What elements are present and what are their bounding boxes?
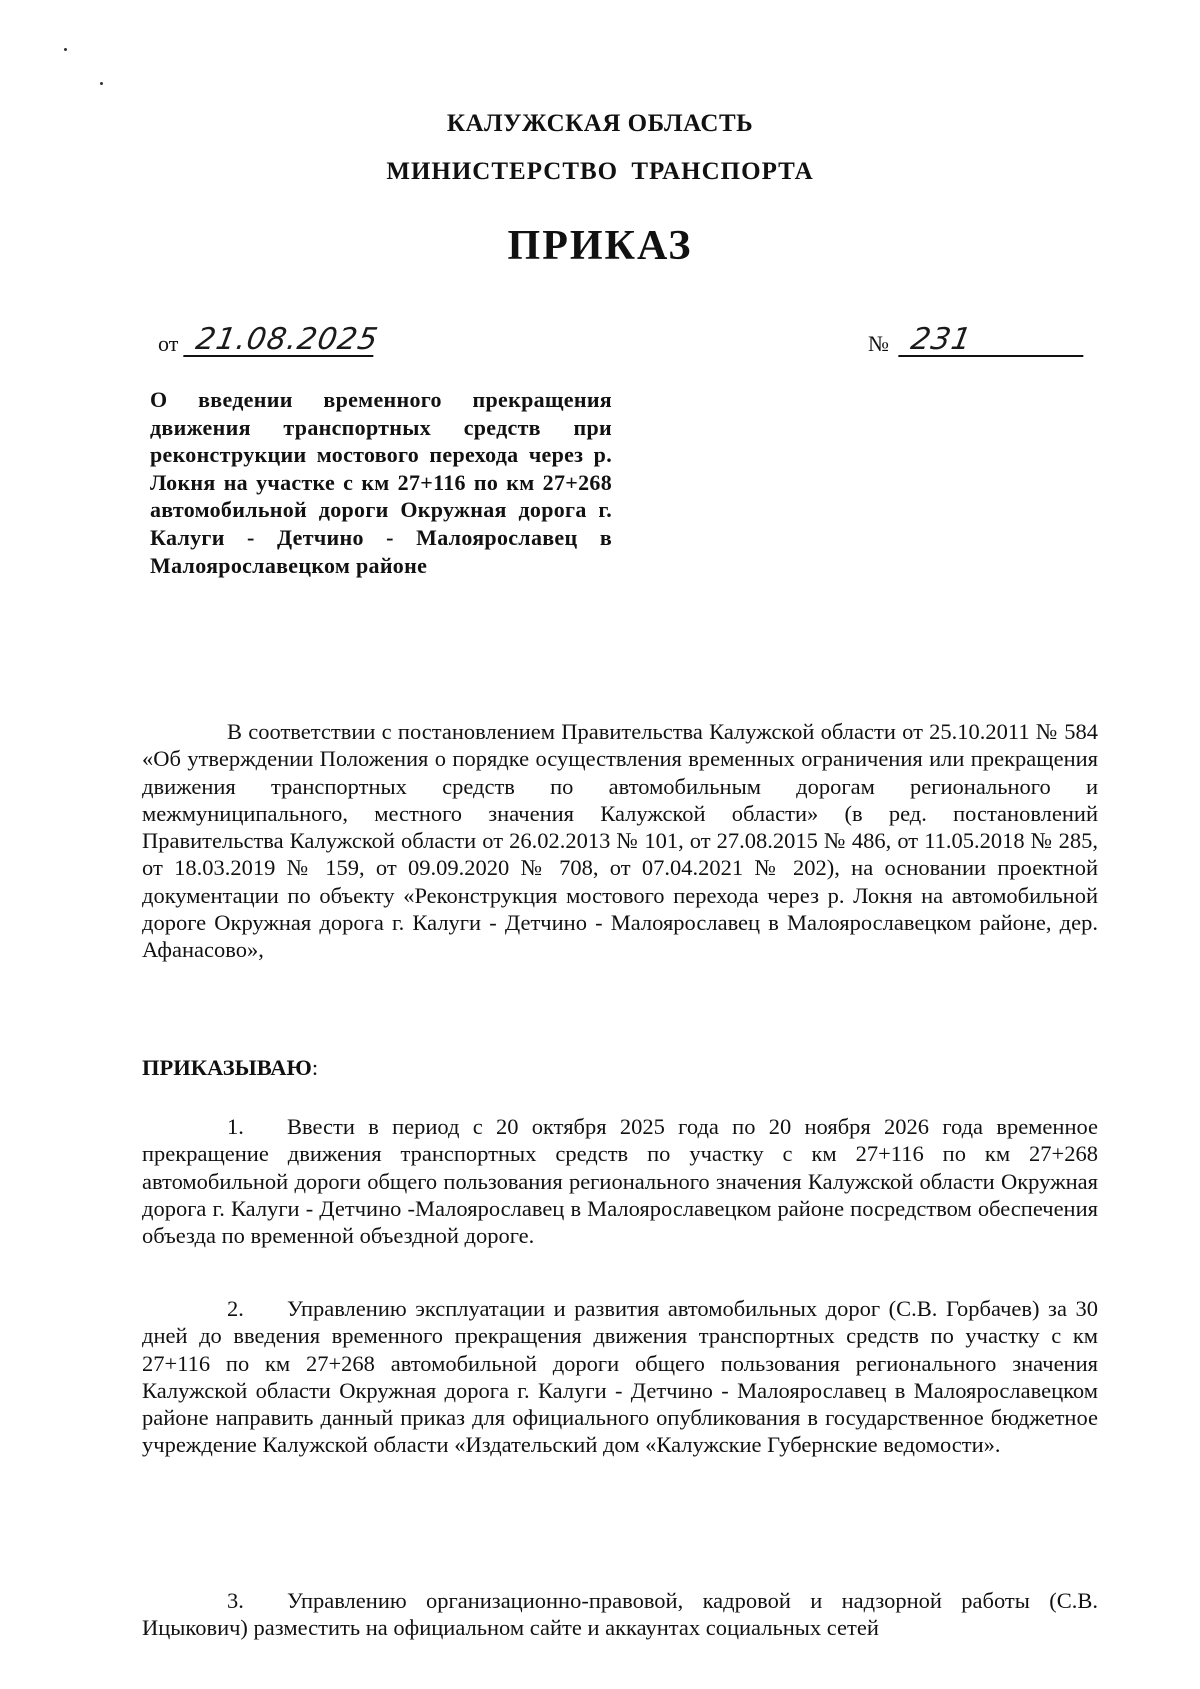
handwritten-number: 231 [898,325,1089,357]
order-item [142,1587,1098,1642]
item-number: 1. [227,1114,244,1139]
preamble-paragraph: В соответствии с постановлением Правительства Калужской области от 25.10.2011 № 584 «Об утверждении Положения о порядке осуществления временных ограничения или прекращения движения транспортных средств по автомобильным дорогам регионального и межмуниципального, местного значения Калужской области» (в ред. постановлений Правительства Калужской области от 26.02.2013 № 101, от 27.08.2015 № 486, от 11.05.2018 № 285, от 18.03.2019 № 159, от 09.09.2020 № 708, от 07.04.2021 № 202), на основании проектной документации по объекту «Реконструкция мостового перехода через р. Локня на автомобильной дороге Окружная дорога г. Калуги - Детчино - Малоярославец в Малоярославецком районе, дер. Афанасово», [142,719,1098,963]
order-item [142,1113,1098,1249]
item-text: Ввести в период с 20 октября 2025 года по 20 ноября 2026 года временное прекращение движения транспортных средств по участку с км 27+116 по км 27+268 автомобильной дороги общего пользования регионального значения Калужской области Окружная дорога г. Калуги - Детчино -Малоярославец в Малоярославецком районе посредством обеспечения объезда по временной объездной дороге. [142,1114,1098,1249]
item-text: Управлению организационно-правовой, кадровой и надзорной работы (С.В. Ицыкович) разместить на официальном сайте и аккаунтах социальных сетей [142,1588,1098,1641]
order-subject: О введении временного прекращения движения транспортных средств при реконструкции мостового перехода через р. Локня на участке с км 27+116 по км 27+268 автомобильной дороги Окружная дорога г. Калуги - Детчино - Малоярославец в Малоярославецком районе [150,387,612,578]
order-number [868,322,1086,357]
scan-speck [100,82,103,85]
region-heading: КАЛУЖСКАЯ ОБЛАСТЬ [446,110,754,137]
order-date [158,322,382,357]
item-text: Управлению эксплуатации и развития автомобильных дорог (С.В. Горбачев) за 30 дней до введения временного прекращения движения транспортных средств по участку с км 27+116 по км 27+268 автомобильной дороги общего пользования регионального значения Калужской области Окружная дорога г. Калуги - Детчино - Малоярославец в Малоярославецком районе направить данный приказ для официального опубликования в государственное бюджетное учреждение Калужской области «Издательский дом «Калужские Губернские ведомости». [142,1296,1098,1458]
document-type-title: ПРИКАЗ [507,223,693,269]
order-item [142,1295,1098,1459]
item-number: 2. [227,1296,244,1321]
order-directive [142,1055,318,1081]
handwritten-date: 21.08.2025 [184,325,380,357]
order-directive-colon: : [311,1055,319,1080]
order-directive-word: ПРИКАЗЫВАЮ [142,1055,312,1080]
number-sign: № [868,331,889,356]
date-prefix: от [158,331,179,356]
scan-speck [64,48,67,51]
item-number: 3. [227,1588,244,1613]
ministry-heading: МИНИСТЕРСТВО ТРАНСПОРТА [386,158,814,185]
